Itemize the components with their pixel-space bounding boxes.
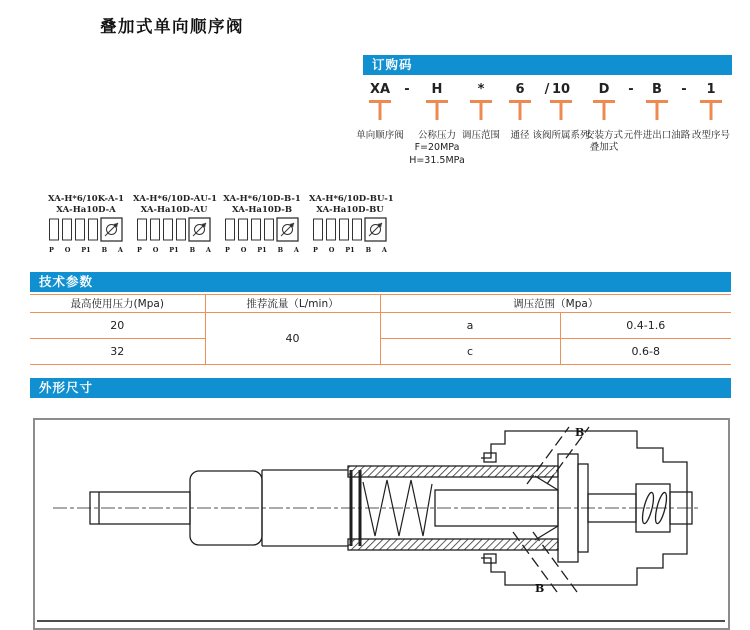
segment-label: 公称压力 bbox=[417, 130, 456, 141]
segment-label: 元件进出口油路 bbox=[623, 130, 691, 141]
model-code-line1: XA-H*6/10D-B-1 bbox=[223, 194, 301, 204]
range-value: 0.4-1.6 bbox=[560, 313, 731, 339]
code-part: 10 bbox=[551, 82, 571, 97]
range-grade: c bbox=[380, 339, 560, 365]
pointer-line bbox=[369, 100, 391, 120]
code-part: XA bbox=[369, 82, 391, 97]
model-code-line2: XA-Ha10D-B bbox=[231, 204, 293, 215]
hydraulic-symbol bbox=[48, 217, 124, 244]
code-part: B bbox=[652, 82, 662, 97]
model-code-line2: XA-Ha10D-BU bbox=[316, 204, 384, 215]
range-value: 0.6-8 bbox=[560, 339, 731, 365]
segment-label: 单向顺序阀 bbox=[356, 130, 404, 141]
hydraulic-symbol bbox=[136, 217, 212, 244]
segment-label: 改型序号 bbox=[691, 130, 730, 141]
ordering-code-area bbox=[356, 75, 732, 187]
code-separator: - bbox=[404, 82, 410, 97]
page-title: 叠加式单向顺序阀 bbox=[100, 17, 244, 36]
model-code-line1: XA-H*6/10D-AU-1 bbox=[133, 194, 218, 204]
pressure-value: 20 bbox=[30, 313, 205, 339]
ordering-segment bbox=[666, 82, 750, 141]
port-labels: P O P1 B A bbox=[49, 246, 123, 254]
dimension-drawing-box bbox=[33, 418, 730, 630]
dimensions-header: 外形尺寸 bbox=[30, 378, 731, 398]
section-label-bottom: B bbox=[535, 582, 545, 595]
table-row bbox=[30, 313, 731, 339]
model-code-line2: XA-Ha10D-A bbox=[56, 204, 116, 215]
code-part: D bbox=[598, 82, 610, 97]
col-header-range: 调压范围（Mpa） bbox=[380, 295, 731, 313]
code-separator: / bbox=[544, 82, 550, 97]
model-code-line2: XA-Ha10D-AU bbox=[140, 204, 208, 215]
ordering-section bbox=[356, 55, 732, 187]
hydraulic-symbol bbox=[224, 217, 300, 244]
technical-parameters-section bbox=[30, 272, 731, 365]
code-separator: - bbox=[681, 82, 687, 97]
range-grade: a bbox=[380, 313, 560, 339]
port-labels: P O P1 B A bbox=[137, 246, 211, 254]
segment-label: 调压范围 bbox=[461, 130, 500, 141]
table-header-row bbox=[30, 295, 731, 313]
pressure-value: 32 bbox=[30, 339, 205, 365]
flow-value: 40 bbox=[205, 313, 380, 365]
schematic-item bbox=[309, 194, 394, 254]
model-code-line1: XA-H*6/10D-BU-1 bbox=[309, 194, 394, 204]
hydraulic-symbol bbox=[312, 217, 388, 244]
code-part: * bbox=[477, 82, 485, 97]
schematics-row bbox=[45, 194, 394, 254]
code-separator: - bbox=[628, 82, 634, 97]
table-row bbox=[30, 339, 731, 365]
col-header-flow: 推荐流量（L/min） bbox=[205, 295, 380, 313]
schematic-item bbox=[221, 194, 303, 254]
segment-label: 通径 bbox=[510, 130, 530, 141]
port-labels: P O P1 B A bbox=[225, 246, 299, 254]
ordering-segment: D - 安装方式 叠加式 bbox=[559, 82, 649, 154]
port-labels: P O P1 B A bbox=[313, 246, 387, 254]
technical-parameters-header: 技术参数 bbox=[30, 272, 731, 292]
pointer-line bbox=[700, 100, 722, 120]
code-part: H bbox=[431, 82, 443, 97]
code-part: 6 bbox=[515, 82, 525, 97]
model-code-line1: XA-H*6/10K-A-1 bbox=[47, 194, 125, 204]
segment-label: 该阀所属系列 bbox=[532, 130, 590, 141]
ordering-segment: H 公称压力 F=20MPa H=31.5MPa bbox=[392, 82, 482, 167]
schematic-item bbox=[133, 194, 218, 254]
parameters-table bbox=[30, 294, 731, 365]
valve-section-drawing bbox=[35, 420, 728, 628]
ordering-header: 订购码 bbox=[363, 55, 732, 75]
segment-label: 安装方式 bbox=[584, 130, 623, 141]
col-header-pressure: 最高使用压力(Mpa) bbox=[30, 295, 205, 313]
schematic-item bbox=[45, 194, 127, 254]
code-part: 1 bbox=[706, 82, 716, 97]
pointer-line bbox=[646, 100, 668, 120]
section-label-top: B bbox=[575, 426, 585, 439]
